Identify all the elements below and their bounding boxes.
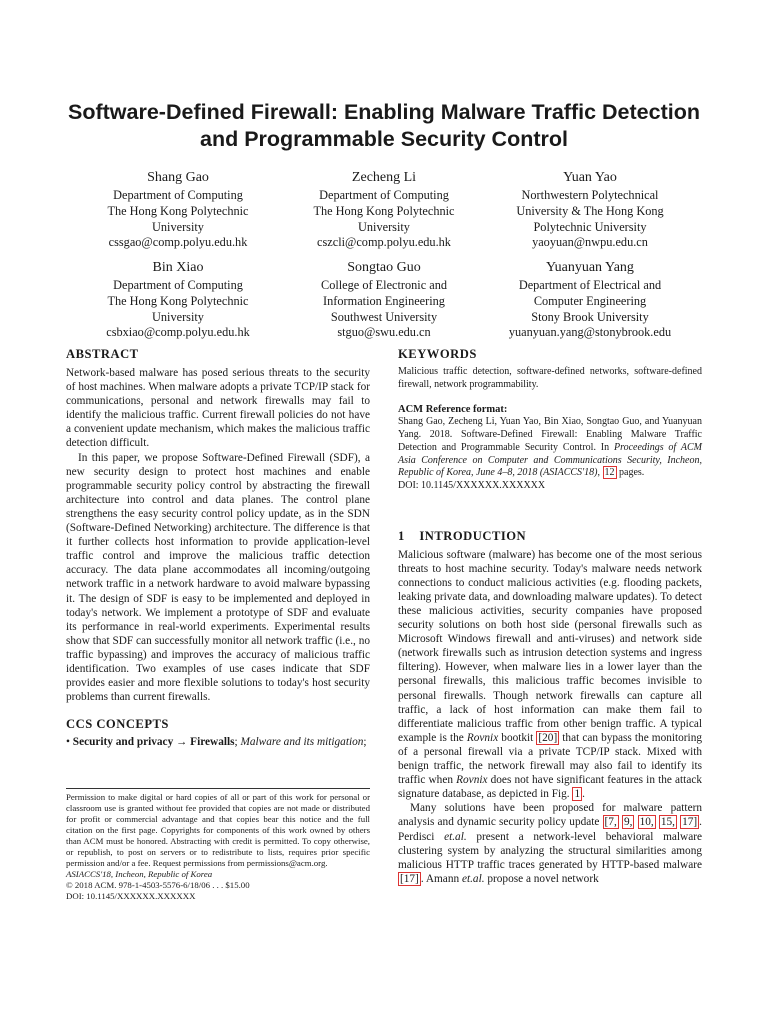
title-line-2: and Programmable Security Control bbox=[200, 127, 568, 151]
figure-link[interactable]: 1 bbox=[574, 788, 581, 801]
author-affiliation: University bbox=[358, 219, 410, 234]
intro-paragraph: Malicious software (malware) has become one of the most serious threats to host machine security. Today's malware needs network connections to conduct malicious activities (e.g. flooding packets, leaking private data, and downloading malware updates). To detect these malicious activities, security companies have proposed security solutions on both host side (personal firewalls such as Microsoft Windows firewall and anti-viruses) and network side (network firewalls such as intrusion detection systems and ingress filtering). However, when malware lies in a lower layer than the personal firewalls, this malicious traffic becomes invisible to personal firewalls. Though network firewalls can capture all traffic, a lack of host information can make them fail to differentiate malicious traffic from other benign traffic. A typical example is the Rovnix bootkit [20] that can bypass the monitoring of a personal firewall via a private TCP/IP stack. Mixed with benign traffic, the network firewall may also fail to identify its traffic when Rovnix does not have significant features in the attack signature database, as depicted in Fig. 1 . bbox=[398, 548, 702, 801]
author-email[interactable]: cssgao@comp.polyu.edu.hk bbox=[108, 235, 248, 250]
acm-ref-heading: ACM Reference format: bbox=[398, 404, 508, 416]
author-block bbox=[485, 169, 695, 251]
author-name: Bin Xiao bbox=[152, 260, 204, 275]
author-affiliation: The Hong Kong Polytechnic bbox=[313, 203, 455, 218]
bullet: • bbox=[66, 736, 70, 749]
author-affiliation: Southwest University bbox=[330, 309, 438, 324]
venue: ASIACCS'18, Incheon, Republic of Korea bbox=[66, 869, 213, 879]
citation-link[interactable]: 17] bbox=[682, 816, 698, 829]
author-affiliation: Stony Brook University bbox=[531, 309, 649, 324]
footnote-rule bbox=[66, 788, 370, 789]
separator: ; bbox=[234, 736, 238, 749]
acm-ref-doi: DOI: 10.1145/XXXXXX.XXXXXX bbox=[398, 479, 546, 491]
author-email[interactable]: csbxiao@comp.polyu.edu.hk bbox=[106, 325, 250, 340]
abstract-heading: ABSTRACT bbox=[66, 347, 139, 361]
terminator: ; bbox=[363, 736, 367, 749]
author-name: Yuanyuan Yang bbox=[546, 260, 634, 275]
author-affiliation: University & The Hong Kong bbox=[516, 203, 664, 218]
citation-link[interactable]: [7, bbox=[604, 816, 617, 829]
author-affiliation: Department of Computing bbox=[113, 278, 243, 292]
author-affiliation: Information Engineering bbox=[323, 293, 445, 308]
author-affiliation: Polytechnic University bbox=[533, 219, 647, 234]
author-email[interactable]: stguo@swu.edu.cn bbox=[337, 325, 431, 340]
author-affiliation: University bbox=[152, 309, 204, 324]
right-column bbox=[398, 346, 702, 886]
ccs-term: Firewalls bbox=[190, 736, 235, 749]
keywords-text: Malicious traffic detection, software-defined networks, software-defined firewall, network programmability. bbox=[398, 366, 702, 390]
author-block bbox=[73, 169, 283, 251]
introduction-heading: 1 INTRODUCTION bbox=[398, 528, 527, 543]
author-email[interactable]: yuanyuan.yang@stonybrook.edu bbox=[508, 325, 672, 340]
abstract-paragraph: Network-based malware has posed serious threats to the security of host machines. When malware adopts a private TCP/IP stack for communications, personal and network firewalls may fail to identify the malicious traffic. Current firewall policies do not have a convenient update mechanism, which makes the malicious traffic detection difficult. bbox=[66, 367, 370, 450]
author-affiliation: Northwestern Polytechnical bbox=[521, 188, 659, 202]
permission-block bbox=[66, 792, 370, 902]
citation-link[interactable]: 15, bbox=[660, 816, 675, 829]
author-block bbox=[73, 259, 283, 341]
author-name: Yuan Yao bbox=[563, 170, 617, 185]
author-email[interactable]: cszcli@comp.polyu.edu.hk bbox=[317, 235, 451, 250]
ccs-term: Security and privacy bbox=[72, 736, 174, 749]
author-block bbox=[279, 169, 489, 251]
author-name: Shang Gao bbox=[147, 170, 209, 185]
author-affiliation: University bbox=[152, 219, 204, 234]
ccs-concepts bbox=[66, 735, 370, 749]
author-affiliation: Department of Electrical and bbox=[518, 278, 662, 292]
left-column bbox=[66, 346, 370, 749]
author-affiliation: Department of Computing bbox=[113, 188, 243, 202]
author-block bbox=[279, 259, 489, 341]
acm-ref-text: Shang Gao, Zecheng Li, Yuan Yao, Bin Xiao, Songtao Guo, and Yuanyuan Yang. 2018. Software-Defined Firewall: Enabling Malware Traffic Detection and Programmable Security Control. In Proceedings of ACM Asia Conference on Computer and Communications Security, Incheon, Republic of Korea, June 4–8, 2018 (ASIACCS'18), 12 pages. bbox=[398, 416, 702, 479]
intro-paragraph: Many solutions have been proposed for malware pattern analysis and dynamic security policy update [7, 9, 10, 15, 17] . Perdisci et.al. present a network-level behavioral malware clustering system by analyzing the structural similarities among malicious HTTP traffic traces generated by HTTP-based malware [17] . Amann et.al. propose a novel network bbox=[398, 802, 702, 885]
author-name: Zecheng Li bbox=[351, 170, 417, 185]
author-affiliation: College of Electronic and bbox=[321, 278, 447, 292]
citation-link[interactable]: [20] bbox=[538, 731, 558, 744]
permission-doi: DOI: 10.1145/XXXXXX.XXXXXX bbox=[66, 891, 196, 901]
ccs-heading: CCS CONCEPTS bbox=[66, 717, 169, 732]
permission-text: Permission to make digital or hard copies of all or part of this work for personal or classroom use is granted without fee provided that copies are not made or distributed for profit or commercial advantage and that copies bear this notice and the full citation on the first page. Copyrights for components of this work owned by others than ACM must be honored. Abstracting with credit is permitted. To copy otherwise, or republish, to post on servers or to redistribute to lists, requires prior specific permission and/or a fee. Request permissions from permissions@acm.org. bbox=[66, 792, 370, 868]
citation-link[interactable]: 9, bbox=[623, 816, 633, 829]
pages-link[interactable]: 12 bbox=[604, 467, 615, 479]
citation-link[interactable]: [17] bbox=[400, 872, 419, 885]
author-email[interactable]: yaoyuan@nwpu.edu.cn bbox=[532, 235, 648, 250]
citation-link[interactable]: 10, bbox=[639, 816, 654, 829]
copyright: © 2018 ACM. 978-1-4503-5576-6/18/06 . . . $15.00 bbox=[66, 880, 250, 890]
author-affiliation: The Hong Kong Polytechnic bbox=[107, 293, 249, 308]
abstract-paragraph: In this paper, we propose Software-Defined Firewall (SDF), a new security design to protect host machines and enable programmable security policy control by abstracting the firewall architecture into control and data planes. The control plane strengthens the easy security control policy update, as in the SDN (Software-Defined Networking) architecture. The difference is that it further collects host information to provide application-level traffic control and improve the malicious traffic detection accuracy. The data plane accommodates all incoming/outgoing network traffic in a network hardware to avoid malware bypassing it. The design of SDF is easy to be implemented and deployed in today's network. We implement a prototype of SDF and evaluate its performance in real-world experiments. Experimental results show that SDF can successfully monitor all network traffic (i.e., no traffic bypassing) and improves the accuracy of malicious traffic identification. Two examples of use cases indicate that SDF provides easier and more flexible solutions to today's host security problems than current firewalls. bbox=[66, 451, 370, 704]
author-block bbox=[485, 259, 695, 341]
author-affiliation: The Hong Kong Polytechnic bbox=[107, 203, 249, 218]
arrow-icon: → bbox=[176, 736, 188, 749]
title-line-1: Software-Defined Firewall: Enabling Malware Traffic Detection bbox=[68, 100, 700, 124]
author-name: Songtao Guo bbox=[347, 260, 421, 275]
keywords-heading: KEYWORDS bbox=[398, 347, 477, 361]
ccs-term-italic: Malware and its mitigation bbox=[240, 736, 364, 749]
paper-title bbox=[40, 99, 728, 153]
author-affiliation: Department of Computing bbox=[319, 188, 449, 202]
author-affiliation: Computer Engineering bbox=[533, 293, 647, 308]
